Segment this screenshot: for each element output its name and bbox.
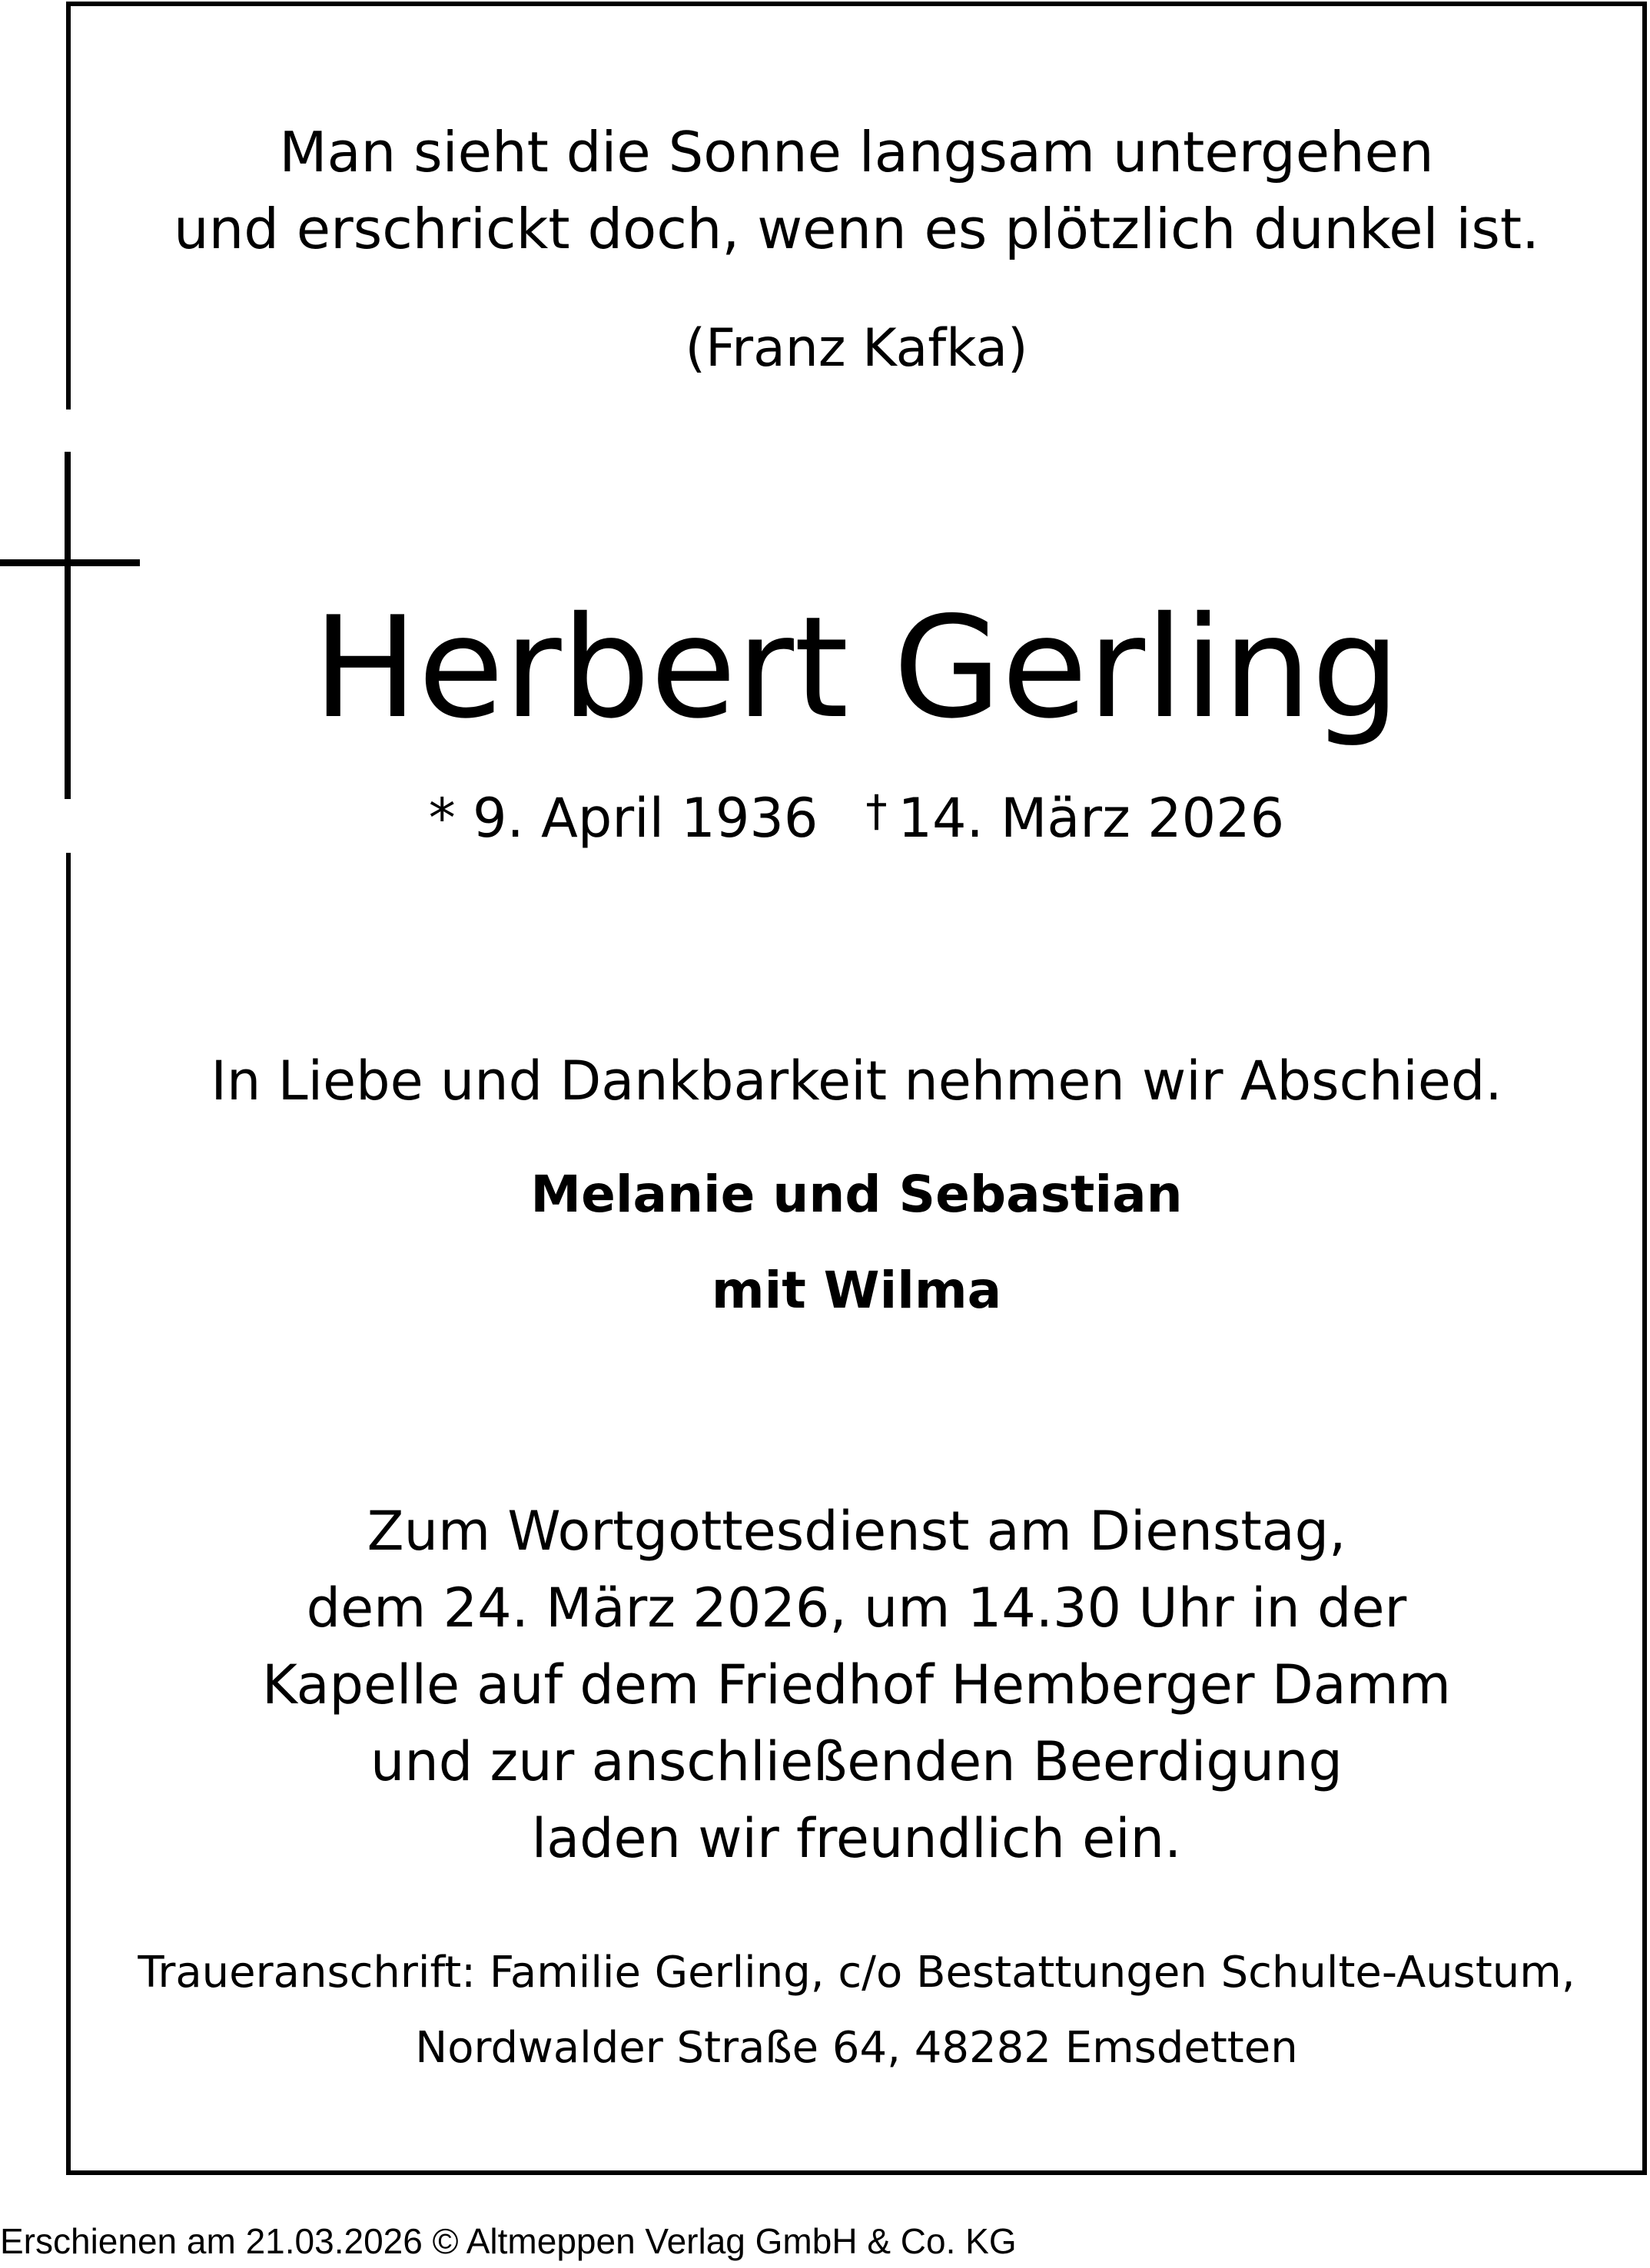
service-line-4: und zur anschließenden Beerdigung — [370, 1730, 1343, 1793]
deceased-name: Herbert Gerling — [312, 586, 1401, 749]
mourning-address-line-2: Nordwalder Straße 64, 48282 Emsdetten — [415, 2023, 1298, 2073]
frame-border-right — [1642, 2, 1647, 2175]
mourners-line-1: Melanie und Sebastian — [530, 1165, 1183, 1224]
mourners-line-2: mit Wilma — [711, 1261, 1002, 1320]
quote-line-1: Man sieht die Sonne langsam untergehen — [279, 120, 1434, 184]
mourning-address-line-1: Traueranschrift: Familie Gerling, c/o Bestattungen Schulte-Austum, — [138, 1948, 1575, 1998]
frame-border-top — [66, 2, 1647, 6]
death-date: 14. März 2026 — [898, 787, 1285, 850]
quote-author: (Franz Kafka) — [685, 318, 1028, 379]
publication-footer: Erschienen am 21.03.2026 © Altmeppen Verlag GmbH & Co. KG — [0, 2221, 1017, 2261]
cross-vertical-bar — [65, 452, 71, 799]
dagger-icon: † — [865, 787, 888, 837]
frame-border-bottom — [66, 2170, 1647, 2175]
service-line-3: Kapelle auf dem Friedhof Hemberger Damm — [261, 1653, 1451, 1716]
service-line-1: Zum Wortgottesdienst am Dienstag, — [367, 1500, 1346, 1563]
service-line-2: dem 24. März 2026, um 14.30 Uhr in der — [306, 1577, 1407, 1640]
birth-date: * 9. April 1936 — [428, 787, 818, 850]
quote-line-2: und erschrickt doch, wenn es plötzlich dunkel ist. — [173, 197, 1540, 261]
farewell-text: In Liebe und Dankbarkeit nehmen wir Abschied. — [211, 1049, 1502, 1112]
service-line-5: laden wir freundlich ein. — [531, 1807, 1182, 1870]
cross-horizontal-bar — [0, 559, 140, 566]
life-dates — [71, 787, 1642, 850]
